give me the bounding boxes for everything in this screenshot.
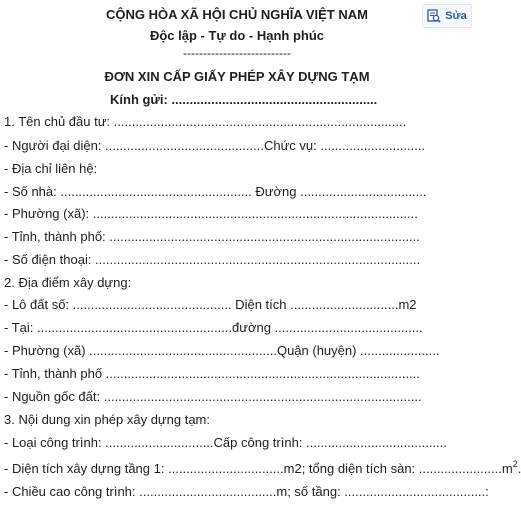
floor-area-end: . [517,461,521,476]
ward-line: - Phường (xã): .......................................................................................... [4,206,418,221]
site-ward-line: - Phường (xã) ....................................................Quận (huyện) ...................... [4,343,440,358]
height-line: - Chiều cao công trình: ......................................m; số tầng: .......................................: [4,484,489,499]
land-origin-line: - Nguồn gốc đất: ........................................................................................ [4,389,422,404]
site-heading: 2. Địa điểm xây dựng: [4,275,132,290]
floor-area-superscript: 2 [512,459,518,469]
floor-area-text: - Diện tích xây dựng tầng 1: ................................m2; tổng diện tích sàn: .......................m [4,461,513,476]
motto-heading: Độc lập - Tự do - Hạnh phúc [149,28,325,43]
nation-heading: CỘNG HÒA XÃ HỘI CHỦ NGHĨA VIỆT NAM [106,7,368,22]
contact-address-line: - Địa chỉ liên hệ: [4,161,98,176]
lot-line: - Lô đất số: ............................................ Diện tích ..............................m2 [4,297,417,312]
form-title: ĐƠN XIN CẤP GIẤY PHÉP XÂY DỰNG TẠM [104,69,370,84]
site-city-line: - Tỉnh, thành phố ....................................................................................... [4,366,420,381]
phone-line: - Số điện thoại: .......................................................................................... [4,252,421,267]
owner-name-line: 1. Tên chủ đầu tư: ................................................................................. [4,114,407,129]
addressee-line: Kính gửi: ......................................................... [110,92,378,107]
city-line: - Tỉnh, thành phố: ...................................................................................... [4,229,420,244]
content-heading: 3. Nội dung xin phép xây dựng tạm: [4,412,210,427]
representative-line: - Người đại diện: ............................................Chức vụ: ............................. [4,138,426,153]
house-number-line: - Số nhà: ..................................................... Đường ................................... [4,184,427,199]
floor-area-line [4,461,521,477]
header-separator: --------------------------- [183,46,291,60]
site-street-line: - Tại: ......................................................đường ......................................... [4,320,423,335]
edit-button-label: Sửa [445,10,467,22]
work-type-line: - Loại công trình: ..............................Cấp công trình: ....................................... [4,435,447,450]
